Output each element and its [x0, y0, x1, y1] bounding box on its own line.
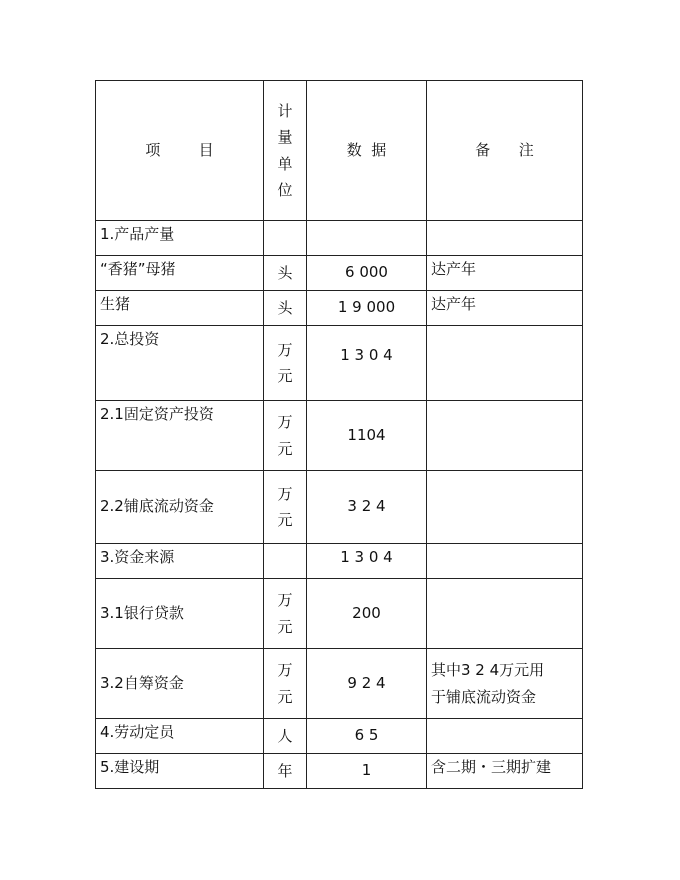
cell-note [427, 471, 583, 544]
cell-data: 9 2 4 [307, 649, 427, 719]
header-data: 数 据 [307, 81, 427, 221]
project-data-table [95, 80, 583, 789]
table-row [96, 291, 583, 326]
cell-note: 达产年 [427, 291, 583, 326]
cell-note: 含二期・三期扩建 [427, 754, 583, 789]
cell-unit [264, 579, 307, 649]
note-line: 于铺底流动资金 [431, 687, 537, 706]
cell-note [427, 649, 583, 719]
header-unit-char: 计 [277, 102, 293, 120]
cell-unit-char: 元 [277, 687, 293, 706]
table-row [96, 256, 583, 291]
cell-unit-char: 年 [277, 761, 293, 780]
table-row [96, 719, 583, 754]
cell-unit-char: 元 [277, 367, 293, 385]
cell-item: 2.总投资 [96, 326, 264, 401]
cell-note [427, 401, 583, 471]
cell-unit [264, 471, 307, 544]
cell-note [427, 326, 583, 401]
cell-unit-char: 元 [277, 439, 293, 458]
cell-item: “香猪”母猪 [96, 256, 264, 291]
cell-note [427, 719, 583, 754]
header-unit-char: 位 [277, 180, 293, 199]
cell-data: 200 [307, 579, 427, 649]
cell-item: 3.2自筹资金 [96, 649, 264, 719]
cell-item: 3.1银行贷款 [96, 579, 264, 649]
table-header-row [96, 81, 583, 221]
cell-unit-char: 万 [277, 484, 293, 503]
cell-note [427, 579, 583, 649]
cell-item: 生猪 [96, 291, 264, 326]
cell-unit-char: 万 [277, 591, 293, 610]
cell-data: 6 000 [307, 256, 427, 291]
cell-unit [264, 719, 307, 754]
cell-item: 2.1固定资产投资 [96, 401, 264, 471]
cell-note: 达产年 [427, 256, 583, 291]
cell-data: 1 9 000 [307, 291, 427, 326]
cell-data [307, 221, 427, 256]
cell-item: 4.劳动定员 [96, 719, 264, 754]
note-line: 其中3 2 4万元用 [431, 661, 545, 680]
cell-unit [264, 291, 307, 326]
cell-unit [264, 326, 307, 401]
cell-item: 5.建设期 [96, 754, 264, 789]
header-unit [264, 81, 307, 221]
header-unit-char: 单 [277, 154, 293, 173]
cell-unit-char: 元 [277, 617, 293, 636]
cell-item: 1.产品产量 [96, 221, 264, 256]
cell-data: 1 [307, 754, 427, 789]
table-row [96, 649, 583, 719]
cell-unit-char: 万 [277, 413, 293, 432]
cell-unit-char: 头 [277, 298, 293, 317]
cell-data: 1 3 0 4 [307, 544, 427, 579]
cell-unit-char: 万 [277, 340, 293, 359]
cell-item: 2.2铺底流动资金 [96, 471, 264, 544]
table-row [96, 221, 583, 256]
header-note: 备 注 [427, 81, 583, 221]
cell-unit [264, 754, 307, 789]
cell-data: 1104 [307, 401, 427, 471]
cell-unit-char: 万 [277, 661, 293, 680]
cell-item: 3.资金来源 [96, 544, 264, 579]
header-unit-char: 量 [277, 128, 293, 147]
table-row [96, 326, 583, 401]
table-row [96, 544, 583, 579]
cell-data: 1 3 0 4 [307, 326, 427, 401]
table-row [96, 579, 583, 649]
cell-unit [264, 544, 307, 579]
cell-unit-char: 头 [277, 263, 293, 282]
cell-unit-char: 人 [277, 726, 293, 745]
cell-data: 6 5 [307, 719, 427, 754]
cell-note [427, 221, 583, 256]
cell-unit [264, 221, 307, 256]
table-row [96, 401, 583, 471]
cell-unit [264, 649, 307, 719]
cell-note [427, 544, 583, 579]
cell-data: 3 2 4 [307, 471, 427, 544]
cell-unit [264, 401, 307, 471]
table-row [96, 754, 583, 789]
cell-unit [264, 256, 307, 291]
table-row [96, 471, 583, 544]
header-item: 项 目 [96, 81, 264, 221]
cell-unit-char: 元 [277, 511, 293, 529]
